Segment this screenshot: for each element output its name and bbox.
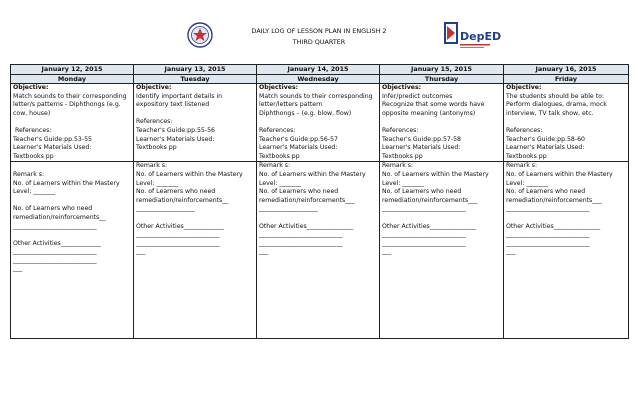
page-header [0, 0, 638, 64]
objective-text: The students should be able to: Perform dialogues, drama, mock interview, TV talk show, etc. References: Teacher's Guide:pp.58-60 Learner's Materials Used: Textbooks pp [506, 92, 607, 160]
lesson-log-table [10, 64, 629, 339]
objective-label: Objective: [13, 84, 49, 91]
objective-cell [257, 84, 380, 162]
objective-text: Match sounds to their corresponding letter/letters pattern Diphthongs – (e.g. blow, flow) References: Teacher's Guide:pp.56-57 Learner's Materials Used: Textbooks pp [259, 92, 373, 160]
objective-cell [11, 84, 134, 162]
objective-cell [504, 84, 629, 162]
remarks-text: Remark s: No. of Learners within the Mastery Level: _______ No. of Learners who need remediation/reinforcements___ ___________________________ Other Activities_______________ ___________________________ ___________________________ ___ [506, 162, 613, 256]
remarks-cell [504, 162, 629, 339]
remarks-cell [11, 162, 134, 339]
title-block [200, 26, 438, 48]
day-cell: Thursday [380, 75, 504, 84]
remarks-text: Remark s: No. of Learners within the Mastery Level: _______ No. of Learners who need remediation/reinforcements__ ___________________________ Other Activities_____________ ___________________________ ___________________________ ___ [13, 170, 120, 273]
objective-text: Infer/predict outcomes Recognize that some words have opposite meaning (antonyms) References: Teacher's Guide:pp.57-58 Learner's Materials Used: Textbooks pp [382, 92, 485, 160]
remarks-text: Remark s: No. of Learners within the Mastery Level: _______ No. of Learners who need remediation/reinforcements___ ___________________________ Other Activities_______________ ___________________________ ___________________________ ___ [382, 162, 489, 256]
objective-label: Objective: [506, 84, 542, 91]
remarks-text: Remark s: No. of Learners within the Mastery Level: _______ No. of Learners who need remediation/reinforcements___ ___________________ Other Activities_______________ ___________________________ ___________________________ ___ [259, 162, 366, 256]
remarks-row [11, 162, 629, 339]
date-cell: January 13, 2015 [134, 65, 257, 75]
objective-cell [380, 84, 504, 162]
day-cell: Monday [11, 75, 134, 84]
objective-text: Match sounds to their corresponding letter/s patterns - Diphthongs (e.g. cow, house) References: Teacher's Guide:pp.53-55 Learner's Materials Used: Textbooks pp [13, 92, 127, 160]
date-cell: January 16, 2015 [504, 65, 629, 75]
date-cell: January 15, 2015 [380, 65, 504, 75]
date-row [11, 65, 629, 75]
date-cell: January 12, 2015 [11, 65, 134, 75]
day-cell: Tuesday [134, 75, 257, 84]
deped-logo [442, 18, 502, 58]
document-title: DAILY LOG OF LESSON PLAN IN ENGLISH 2 [251, 27, 387, 35]
objective-cell [134, 84, 257, 162]
remarks-cell [257, 162, 380, 339]
objective-text: Identify important details in expository text listened References: Teacher's Guide:pp.55-56 Learner's Materials Used: Textbooks pp [136, 92, 223, 152]
objective-label: Objectives: [259, 84, 299, 91]
day-row [11, 75, 629, 84]
day-cell: Friday [504, 75, 629, 84]
objective-row [11, 84, 629, 162]
day-cell: Wednesday [257, 75, 380, 84]
objective-label: Objectives: [382, 84, 422, 91]
date-cell: January 14, 2015 [257, 65, 380, 75]
document-subtitle: THIRD QUARTER [292, 38, 346, 46]
deped-logo-text: DepED [460, 30, 502, 43]
remarks-cell [380, 162, 504, 339]
remarks-text: Remark s: No. of Learners within the Mastery Level: _______ No. of Learners who need remediation/reinforcements__ ___________________ Other Activities_____________ ___________________________ ___________________________ ___ [136, 162, 243, 256]
remarks-cell [134, 162, 257, 339]
objective-label: Objective: [136, 84, 172, 91]
